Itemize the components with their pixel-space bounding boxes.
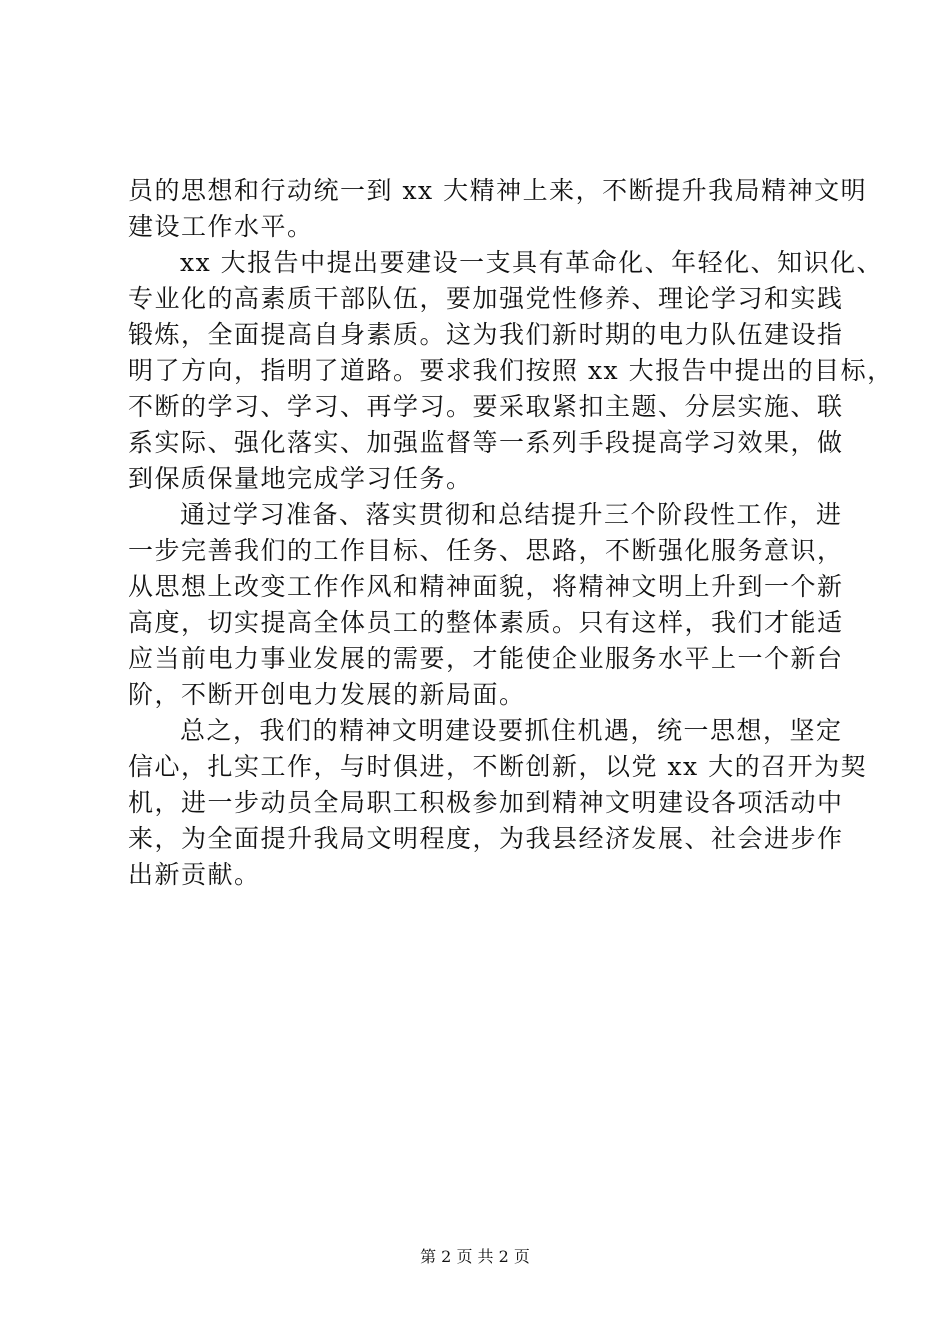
body-line: 从思想上改变工作作风和精神面貌，将精神文明上升到一个新 [128,572,844,601]
body-line: 不断的学习、学习、再学习。要采取紧扣主题、分层实施、联 [128,392,844,421]
body-line: 一步完善我们的工作目标、任务、思路，不断强化服务意识， [128,536,844,565]
body-line: 专业化的高素质干部队伍，要加强党性修养、理论学习和实践 [128,284,844,313]
page-number-footer: 第 2 页 共 2 页 [420,1247,530,1266]
body-line: 到保质保量地完成学习任务。 [128,464,473,493]
body-line: 应当前电力事业发展的需要，才能使企业服务水平上一个新台 [128,644,844,673]
body-line: 建设工作水平。 [128,212,314,241]
paragraph-first-line: xx 大报告中提出要建设一支具有革命化、年轻化、知识化、 [180,248,884,277]
body-line: 机，进一步动员全局职工积极参加到精神文明建设各项活动中 [128,788,844,817]
body-line: 阶，不断开创电力发展的新局面。 [128,680,526,709]
paragraph-first-line: 总之，我们的精神文明建设要抓住机遇，统一思想，坚定 [180,716,843,745]
body-line: 明了方向，指明了道路。要求我们按照 xx 大报告中提出的目标， [128,356,894,385]
body-line: 高度，切实提高全体员工的整体素质。只有这样，我们才能适 [128,608,844,637]
paragraph-first-line: 通过学习准备、落实贯彻和总结提升三个阶段性工作，进 [180,500,843,529]
body-line: 信心，扎实工作，与时俱进，不断创新，以党 xx 大的召开为契 [128,752,868,781]
body-line: 出新贡献。 [128,860,261,889]
body-line: 员的思想和行动统一到 xx 大精神上来，不断提升我局精神文明 [128,176,868,205]
body-line: 系实际、强化落实、加强监督等一系列手段提高学习效果，做 [128,428,844,457]
document-body [128,173,894,893]
body-line: 锻炼，全面提高自身素质。这为我们新时期的电力队伍建设指 [128,320,844,349]
body-line: 来，为全面提升我局文明程度，为我县经济发展、社会进步作 [128,824,844,853]
